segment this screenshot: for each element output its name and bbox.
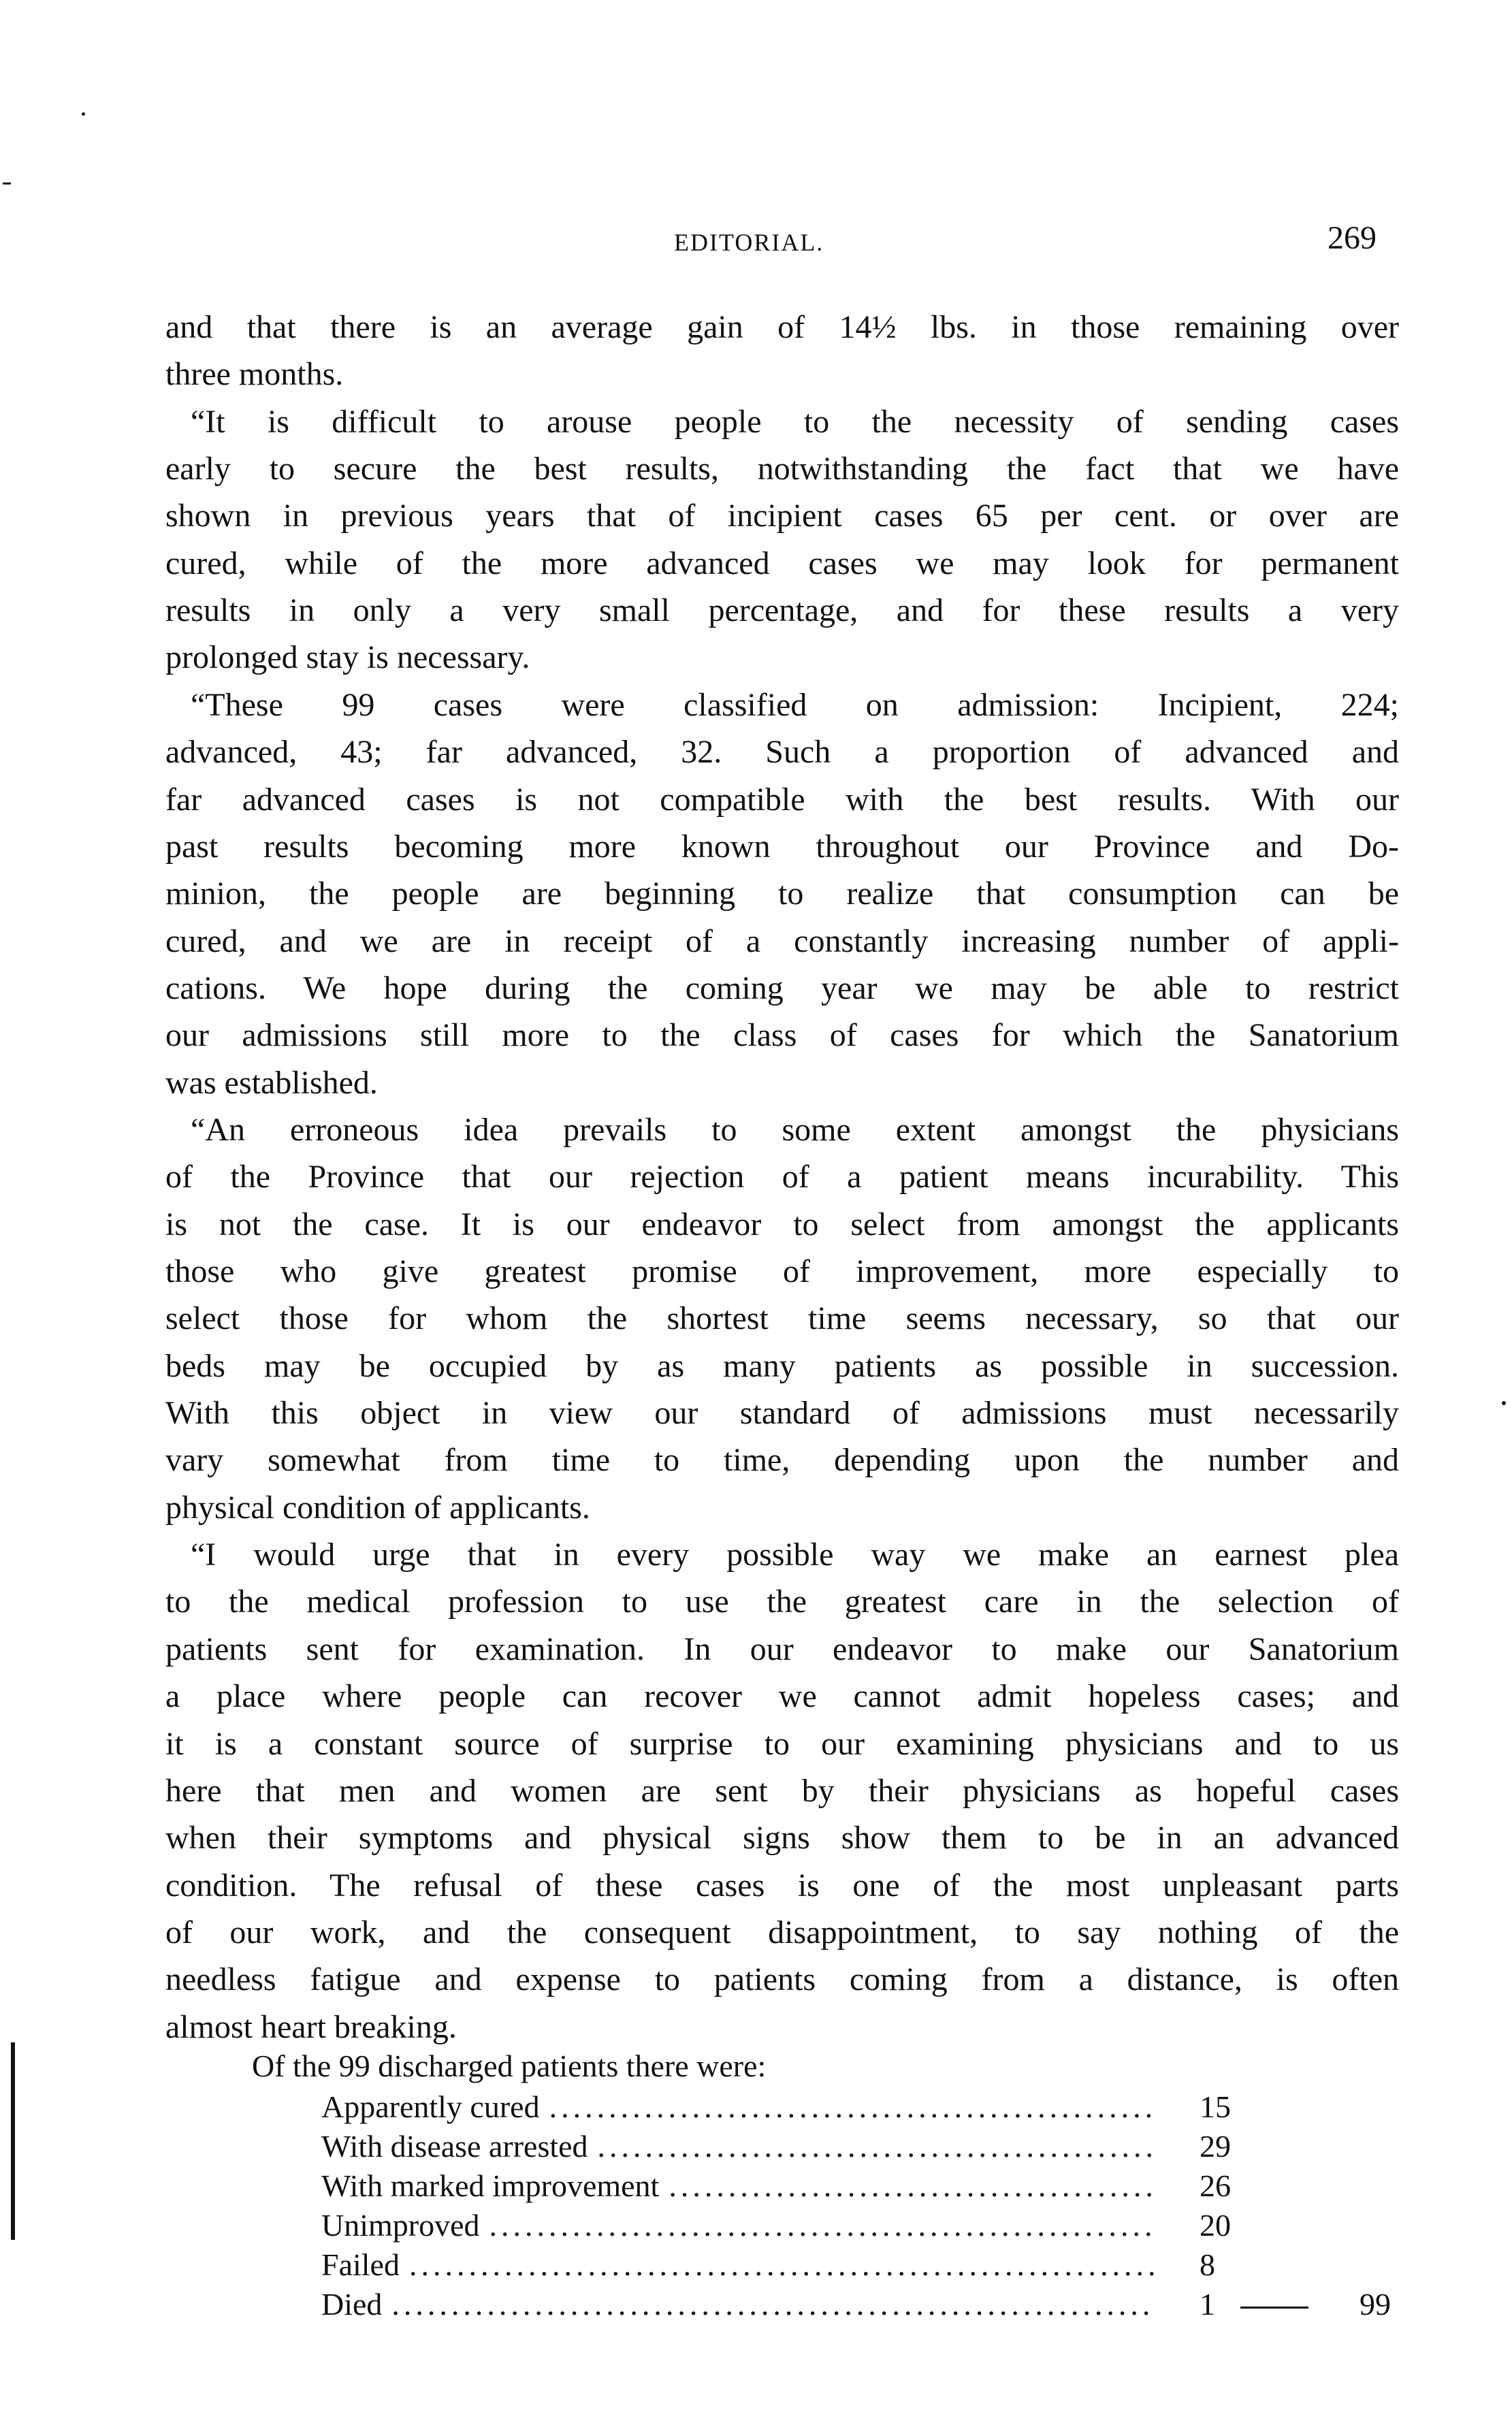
- summary-label: With disease arrested: [321, 2129, 588, 2164]
- scan-edge-mark: [11, 2042, 15, 2240]
- page-number: 269: [1328, 220, 1377, 256]
- text-line: “It is difficult to arouse people to the necessity of sending cases: [191, 403, 1399, 440]
- text-line: advanced, 43; far advanced, 32. Such a proportion of advanced and: [165, 734, 1399, 771]
- summary-count: 20: [1200, 2208, 1231, 2243]
- text-line: and that there is an average gain of 14½ lbs. in those remaining over: [165, 309, 1399, 345]
- summary-count: 8: [1200, 2247, 1215, 2282]
- text-line: of our work, and the consequent disappointment, to say nothing of the: [165, 1914, 1399, 1950]
- text-line: beds may be occupied by as many patients as possible in succession.: [165, 1347, 1399, 1384]
- text-line: select those for whom the shortest time seems necessary, so that our: [165, 1300, 1399, 1337]
- summary-label: Died: [321, 2287, 383, 2322]
- text-line: far advanced cases is not compatible with the best results. With our: [165, 781, 1399, 818]
- summary-label: Apparently cured: [321, 2089, 540, 2124]
- text-line: physical condition of applicants.: [165, 1489, 590, 1526]
- leader-dots: ........................................................: [489, 2208, 1157, 2243]
- text-line: prolonged stay is necessary.: [165, 639, 530, 676]
- summary-count: 1: [1200, 2287, 1215, 2322]
- text-line: “An erroneous idea prevails to some extent amongst the physicians: [191, 1111, 1399, 1148]
- summary-label: Failed: [321, 2247, 400, 2282]
- text-line: our admissions still more to the class of cases for which the Sanatorium: [165, 1017, 1399, 1054]
- summary-total: 99: [1360, 2287, 1391, 2322]
- text-line: a place where people can recover we cannot admit hopeless cases; and: [165, 1678, 1399, 1715]
- text-line: “These 99 cases were classified on admission: Incipient, 224;: [191, 686, 1399, 723]
- scan-speck: [1502, 1401, 1506, 1405]
- text-line: here that men and women are sent by their physicians as hopeful cases: [165, 1772, 1399, 1809]
- summary-label-with-leader: [321, 2207, 1165, 2244]
- summary-label-with-leader: [321, 2286, 1165, 2323]
- text-line: needless fatigue and expense to patients coming from a distance, is often: [165, 1961, 1399, 1998]
- text-line: cured, while of the more advanced cases we may look for permanent: [165, 545, 1399, 581]
- summary-label-with-leader: [321, 2247, 1165, 2283]
- summary-label-with-leader: [321, 2128, 1165, 2165]
- summary-row: [321, 2207, 1411, 2244]
- text-line: minion, the people are beginning to realize that consumption can be: [165, 876, 1399, 912]
- leader-dots: ................................................................: [391, 2287, 1155, 2322]
- text-line: those who give greatest promise of improvement, more especially to: [165, 1253, 1399, 1289]
- summary-count: 29: [1200, 2129, 1231, 2164]
- scan-speck: [82, 112, 85, 116]
- summary-label: With marked improvement: [321, 2168, 660, 2203]
- text-line: results in only a very small percentage, and for these results a very: [165, 592, 1399, 629]
- text-line: three months.: [165, 356, 344, 393]
- summary-label: Unimproved: [321, 2208, 480, 2243]
- running-head: EDITORIAL.: [674, 229, 824, 256]
- summary-count: 26: [1200, 2168, 1231, 2203]
- summary-intro: Of the 99 discharged patients there were:: [252, 2049, 767, 2083]
- text-line: cured, and we are in receipt of a constantly increasing number of appli-: [165, 922, 1399, 959]
- leader-dots: ...............................................: [597, 2129, 1158, 2164]
- text-line: condition. The refusal of these cases is one of the most unpleasant parts: [165, 1867, 1399, 1904]
- summary-count: 15: [1200, 2089, 1231, 2124]
- text-line: cations. We hope during the coming year we may be able to restrict: [165, 969, 1399, 1006]
- summary-row: [321, 2168, 1411, 2204]
- text-line: shown in previous years that of incipient cases 65 per cent. or over are: [165, 498, 1399, 534]
- summary-row: [321, 2286, 1411, 2323]
- summary-label-with-leader: [321, 2089, 1165, 2125]
- summary-label-with-leader: [321, 2168, 1165, 2204]
- text-line: With this object in view our standard of admissions must necessarily: [165, 1395, 1399, 1432]
- text-line: “I would urge that in every possible way we make an earnest plea: [191, 1537, 1399, 1573]
- text-line: almost heart breaking.: [165, 2008, 457, 2045]
- leader-dots: ...................................................: [549, 2089, 1157, 2124]
- text-line: early to secure the best results, notwithstanding the fact that we have: [165, 451, 1399, 487]
- total-rule: [1240, 2307, 1308, 2309]
- text-line: when their symptoms and physical signs show them to be in an advanced: [165, 1820, 1399, 1857]
- text-line: to the medical profession to use the greatest care in the selection of: [165, 1584, 1399, 1620]
- text-line: of the Province that our rejection of a patient means incurability. This: [165, 1159, 1399, 1195]
- text-line: vary somewhat from time to time, depending upon the number and: [165, 1442, 1399, 1479]
- text-line: is not the case. It is our endeavor to select from amongst the applicants: [165, 1206, 1399, 1242]
- text-line: patients sent for examination. In our endeavor to make our Sanatorium: [165, 1631, 1399, 1667]
- summary-row: [321, 2247, 1411, 2283]
- leader-dots: .........................................: [669, 2168, 1157, 2203]
- text-line: it is a constant source of surprise to our examining physicians and to us: [165, 1725, 1399, 1762]
- scan-edge-mark: [3, 182, 11, 184]
- leader-dots: ...............................................................: [408, 2247, 1160, 2282]
- text-line: past results becoming more known throughout our Province and Do-: [165, 828, 1399, 865]
- summary-row: [321, 2128, 1411, 2165]
- text-line: was established.: [165, 1064, 378, 1101]
- summary-row: [321, 2089, 1411, 2125]
